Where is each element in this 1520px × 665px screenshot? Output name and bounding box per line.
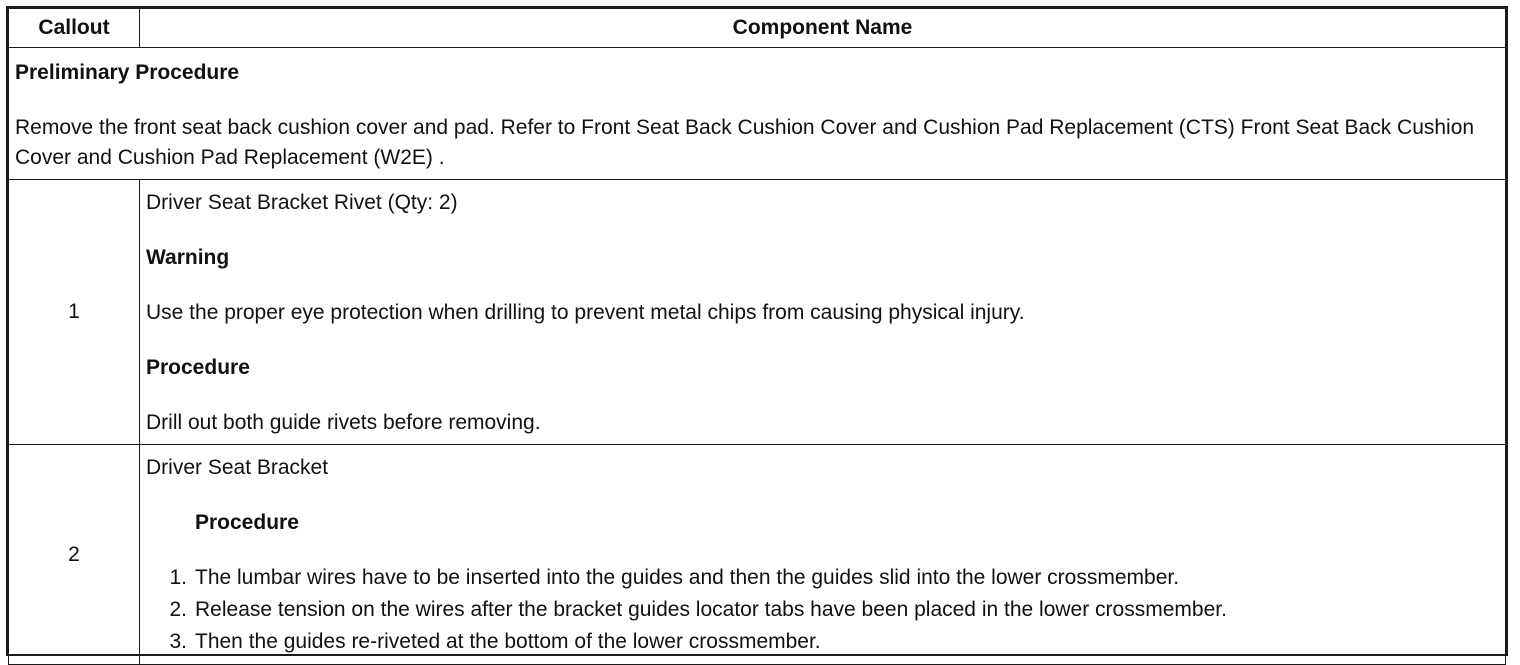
list-item <box>146 626 1499 658</box>
component-title: Driver Seat Bracket Rivet (Qty: 2) <box>146 191 458 214</box>
table-row <box>9 445 1506 665</box>
preliminary-procedure-heading: Preliminary Procedure <box>15 61 240 84</box>
procedure-text: Drill out both guide rivets before removing. <box>146 411 541 434</box>
step-number: 2. <box>169 598 187 621</box>
table-header-row <box>9 9 1506 48</box>
preliminary-procedure-cell <box>9 48 1506 180</box>
preliminary-procedure-text: Remove the front seat back cushion cover and pad. Refer to Front Seat Back Cushion Cover and Cushion Pad Replacement (CTS) Front Seat Back Cushion Cover and Cushion Pad Replacement (W2E) . <box>15 116 1475 169</box>
step-text: Then the guides re-riveted at the bottom of the lower crossmember. <box>195 630 821 653</box>
preliminary-procedure-row <box>9 48 1506 180</box>
procedure-steps-list <box>146 562 1499 658</box>
step-text: The lumbar wires have to be inserted into the guides and then the guides slid into the lower crossmember. <box>195 566 1180 589</box>
component-table-frame <box>6 6 1508 656</box>
procedure-heading: Procedure <box>195 511 299 534</box>
component-description <box>140 180 1506 445</box>
list-item <box>146 594 1499 626</box>
table-row <box>9 180 1506 445</box>
callout-number: 1 <box>9 180 140 445</box>
component-title: Driver Seat Bracket <box>146 456 329 479</box>
warning-heading: Warning <box>146 246 230 269</box>
step-text: Release tension on the wires after the bracket guides locator tabs have been placed in the lower crossmember. <box>195 598 1227 621</box>
component-table <box>8 8 1506 665</box>
list-item <box>146 562 1499 594</box>
warning-text: Use the proper eye protection when drilling to prevent metal chips from causing physical injury. <box>146 301 1025 324</box>
callout-column-header: Callout <box>9 9 140 48</box>
procedure-heading: Procedure <box>146 356 250 379</box>
component-description <box>140 445 1506 665</box>
component-name-column-header: Component Name <box>140 9 1506 48</box>
step-number: 1. <box>169 566 187 589</box>
step-number: 3. <box>169 630 187 653</box>
callout-number: 2 <box>9 445 140 665</box>
